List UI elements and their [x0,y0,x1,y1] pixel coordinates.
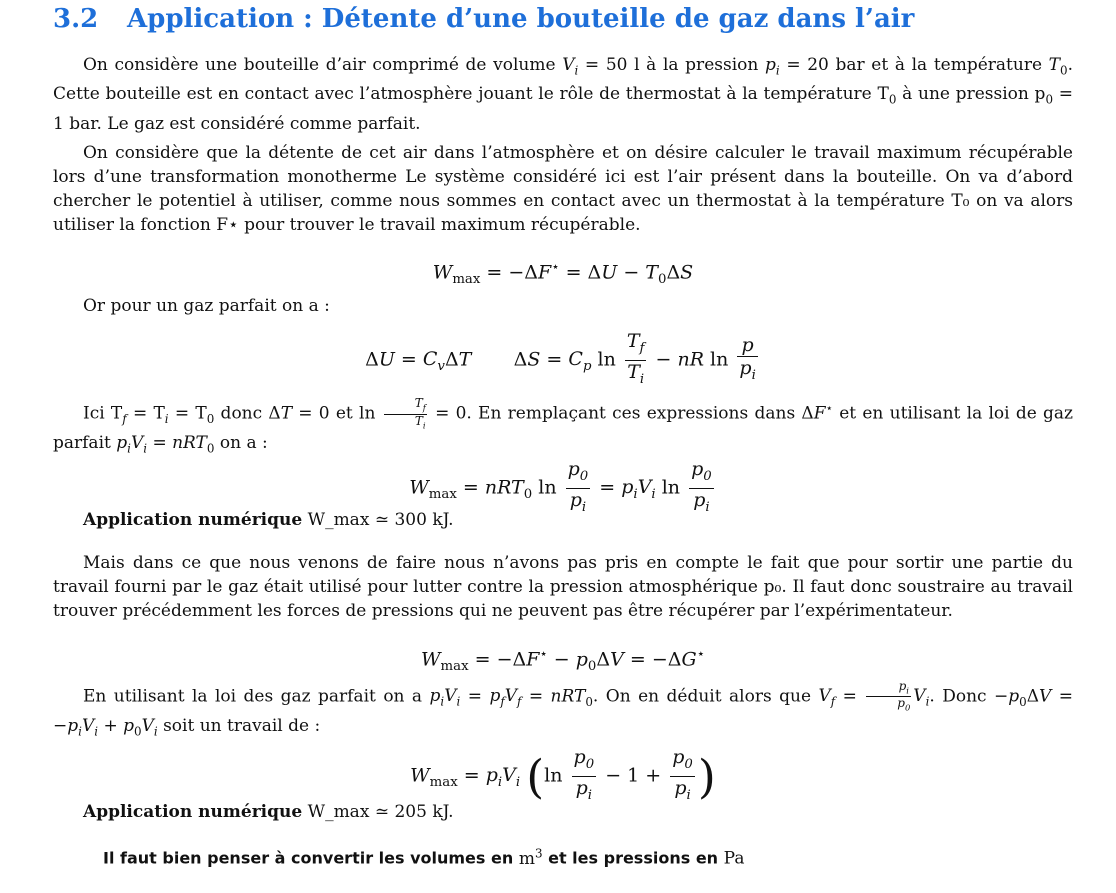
section-number: 3.2 [53,4,99,34]
note-text-2: et les pressions en [548,848,719,868]
application-label-1: Application numérique [83,510,303,530]
application-result-1 [83,510,454,530]
paragraph-correction: Mais dans ce que nous venons de faire nous n’avons pas pris en compte le fait que pour sortir une partie du travail fourni par le gaz était utilisé pour lutter contre la pression atmosphérique p₀. Il faut donc soustraire au travail trouver précédemment les forces de pressions qui ne peuvent pas être récupérer par l’expérimentateur. [53,553,1073,621]
note-unit-m3 [518,846,543,869]
equation-wmax-final: $W_{max} = p_iV_i$ (ln $\frac{p_0}{p_i}$ − 1 + $\frac{p_0}{p_i}$ ) [53,746,1073,807]
note-unit-m: m [518,848,535,869]
application-result-2 [83,802,454,822]
application-label-2: Application numérique [83,802,303,822]
paragraph-volume: En utilisant la loi des gaz parfait on a $p_iV_i = p_fV_f = nRT_0$. On en déduit alors que $V_f$ = $\frac{p_i}{p_0}$ $V_i$. Donc $-p_0\Delta V = -p_iV_i + p_0V_i$ soit un travail de : [53,679,1073,739]
equation-wmax-f: $W_{max} = -\Delta F^⋆ = \Delta U - T_0\Delta S$ [432,260,694,288]
application-value-1: W_max ≃ 300 kJ. [307,510,454,530]
equation-du-ds: $\Delta U = C_v\Delta T$ $\Delta S = C_p$ ln $\frac{T_f}{T_i}$ − nR ln $\frac{p}{p_i}$ [53,330,1073,391]
paragraph-gaz-parfait: Or pour un gaz parfait on a : [83,296,330,316]
paragraph-substitution: Ici $T_f = T_i = T_0$ donc ΔT = 0 et ln $\frac{T_f}{T_i}$ = 0. En remplaçant ces expressions dans ΔF⋆ et en utilisant la loi de gaz parfait $p_iV_i = nRT_0$ on a : [53,396,1074,456]
application-value-2: W_max ≃ 205 kJ. [307,802,454,822]
note-unit-pa: Pa [723,848,745,869]
equation-wmax-nrt: $W_{max} = nRT_0$ ln $\frac{p_0}{p_i}$ = $p_iV_i$ ln $\frac{p_0}{p_i}$ [53,458,1073,519]
note-unit-exp: 3 [534,846,543,860]
section-heading [53,4,914,34]
conversion-note [103,846,744,869]
equation-wmax-g: $W_{max} = -\Delta F^⋆ - p_0\Delta V = -\Delta G^⋆$ [421,647,705,675]
paragraph-potential: On considère que la détente de cet air dans l’atmosphère et on désire calculer le travail maximum récupérable lors d’une transformation monotherme Le système considéré ici est l’air présent dans la bouteille. On va d’abord chercher le potentiel à utiliser, comme nous sommes en contact avec un thermostat à la température T₀ on va alors utiliser la fonction F⋆ pour trouver le travail maximum récupérable. [53,143,1073,235]
paragraph-intro: On considère une bouteille d’air comprimé de volume $V_i = 50$ l à la pression $p_i = 20$ bar et à la température $T_0$. Cette bouteille est en contact avec l’atmosphère jouant le rôle de thermostat à la température $T_0$ à une pression $p_0 = 1$ bar. Le gaz est considéré comme parfait. [53,55,1074,134]
section-title: Application : Détente d’une bouteille de gaz dans l’air [127,4,915,34]
note-text-1: Il faut bien penser à convertir les volumes en [103,848,514,868]
